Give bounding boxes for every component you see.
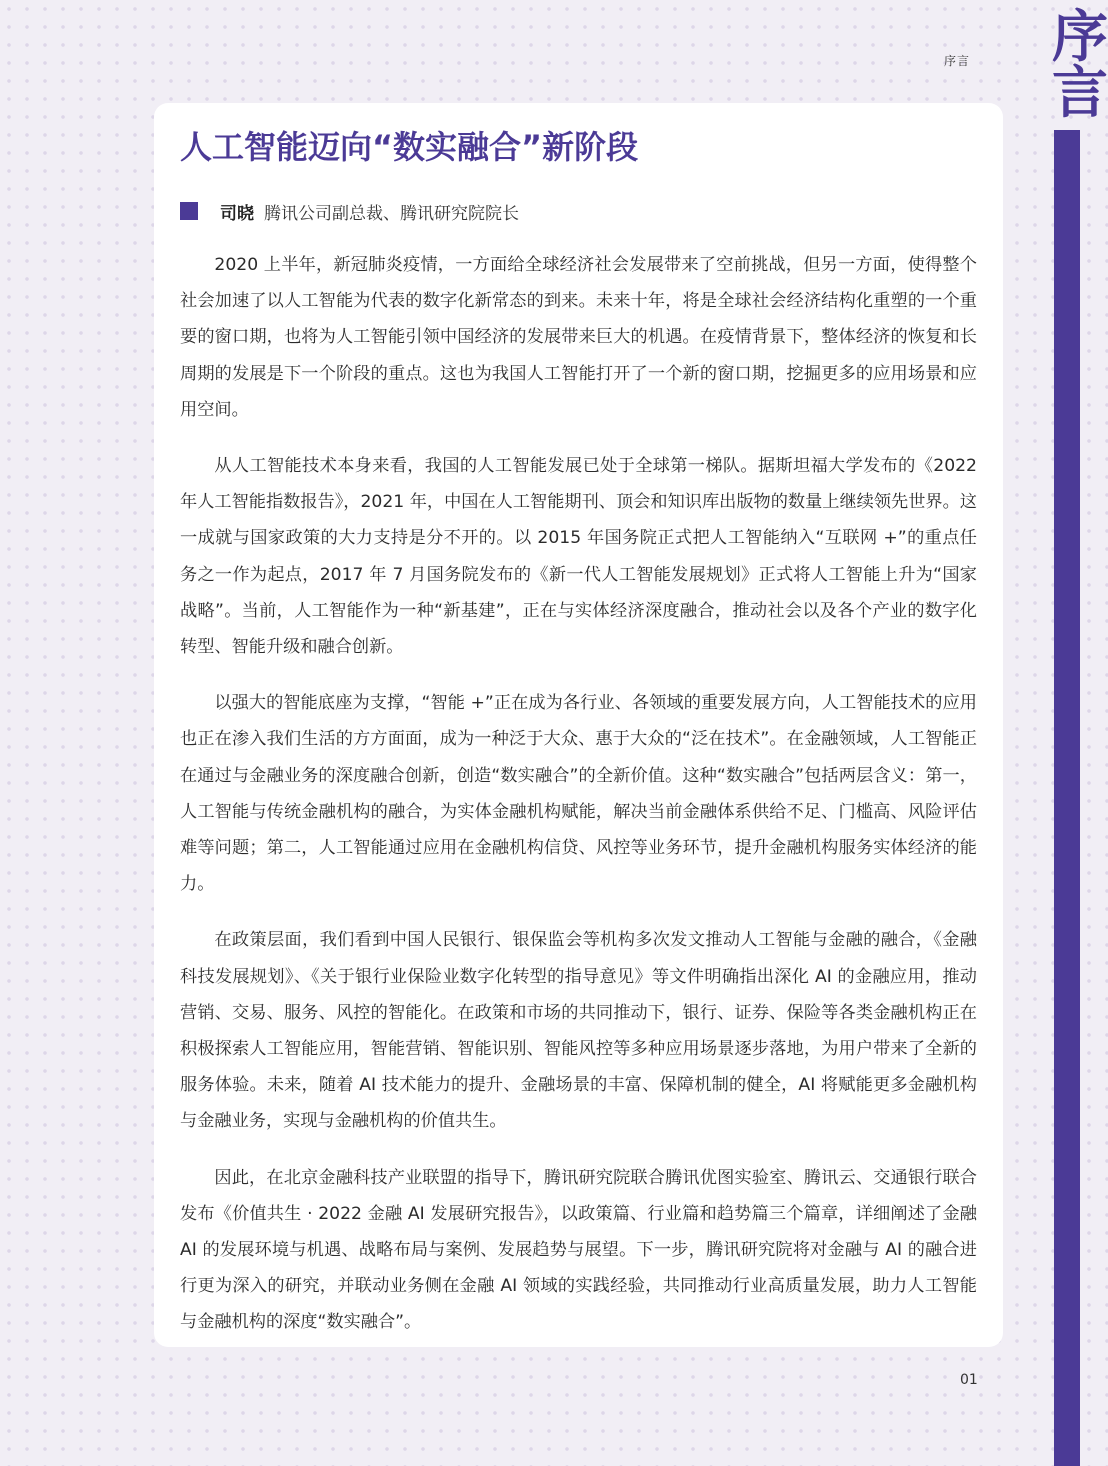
article-body: [180, 247, 977, 1361]
page-number: 01: [960, 1372, 978, 1388]
paragraph-2: 从人工智能技术本身来看，我国的人工智能发展已处于全球第一梯队。据斯坦福大学发布的《2022 年人工智能指数报告》，2021 年，中国在人工智能期刊、顶会和知识库出版物的数量上继续领先世界。这一成就与国家政策的大力支持是分不开的。以 2015 年国务院正式把人工智能纳入“互联网 +”的重点任务之一作为起点，2017 年 7 月国务院发布的《新一代人工智能发展规划》正式将人工智能上升为“国家战略”。当前，人工智能作为一种“新基建”，正在与实体经济深度融合，推动社会以及各个产业的数字化转型、智能升级和融合创新。: [180, 456, 977, 658]
article-card: [154, 103, 1003, 1347]
paragraph-4: 在政策层面，我们看到中国人民银行、银保监会等机构多次发文推动人工智能与金融的融合，《金融科技发展规划》、《关于银行业保险业数字化转型的指导意见》等文件明确指出深化 AI 的金融应用，推动营销、交易、服务、风控的智能化。在政策和市场的共同推动下，银行、证券、保险等各类金融机构正在积极探索人工智能应用，智能营销、智能识别、智能风控等多种应用场景逐步落地，为用户带来了全新的服务体验。未来，随着 AI 技术能力的提升、金融场景的丰富、保障机制的健全，AI 将赋能更多金融机构与金融业务，实现与金融机构的价值共生。: [180, 930, 977, 1132]
paragraph-5: 因此，在北京金融科技产业联盟的指导下，腾讯研究院联合腾讯优图实验室、腾讯云、交通银行联合发布《价值共生 · 2022 金融 AI 发展研究报告》，以政策篇、行业篇和趋势篇三个篇章，详细阐述了金融 AI 的发展环境与机遇、战略布局与案例、发展趋势与展望。下一步，腾讯研究院将对金融与 AI 的融合进行更为深入的研究，并联动业务侧在金融 AI 领域的实践经验，共同推动行业高质量发展，助力人工智能与金融机构的深度“数实融合”。: [180, 1167, 977, 1333]
section-side-bar: [1054, 130, 1080, 1466]
author-role: 腾讯公司副总裁、腾讯研究院院长: [264, 203, 519, 224]
author-name: 司晓: [220, 203, 254, 224]
author-square-icon: [180, 202, 198, 220]
paragraph-1: 2020 上半年，新冠肺炎疫情，一方面给全球经济社会发展带来了空前挑战，但另一方面，使得整个社会加速了以人工智能为代表的数字化新常态的到来。未来十年，将是全球社会经济结构化重塑的一个重要的窗口期，也将为人工智能引领中国经济的发展带来巨大的机遇。在疫情背景下，整体经济的恢复和长周期的发展是下一个阶段的重点。这也为我国人工智能打开了一个新的窗口期，挖掘更多的应用场景和应用空间。: [180, 255, 977, 420]
author-line: [180, 199, 519, 223]
section-tab-char-1: 序: [1052, 5, 1108, 70]
section-tab: [1046, 0, 1108, 130]
paragraph-3: 以强大的智能底座为支撑，“智能 +”正在成为各行业、各领域的重要发展方向，人工智能技术的应用也正在渗入我们生活的方方面面，成为一种泛于大众、惠于大众的“泛在技术”。在金融领域，人工智能正在通过与金融业务的深度融合创新，创造“数实融合”的全新价值。这种“数实融合”包括两层含义：第一，人工智能与传统金融机构的融合，为实体金融机构赋能，解决当前金融体系供给不足、门槛高、风险评估难等问题；第二，人工智能通过应用在金融机构信贷、风控等业务环节，提升金融机构服务实体经济的能力。: [180, 693, 977, 895]
section-tab-char-2: 言: [1052, 61, 1108, 126]
running-head: 序言: [943, 54, 970, 68]
article-title: 人工智能迈向“数实融合”新阶段: [180, 128, 639, 166]
